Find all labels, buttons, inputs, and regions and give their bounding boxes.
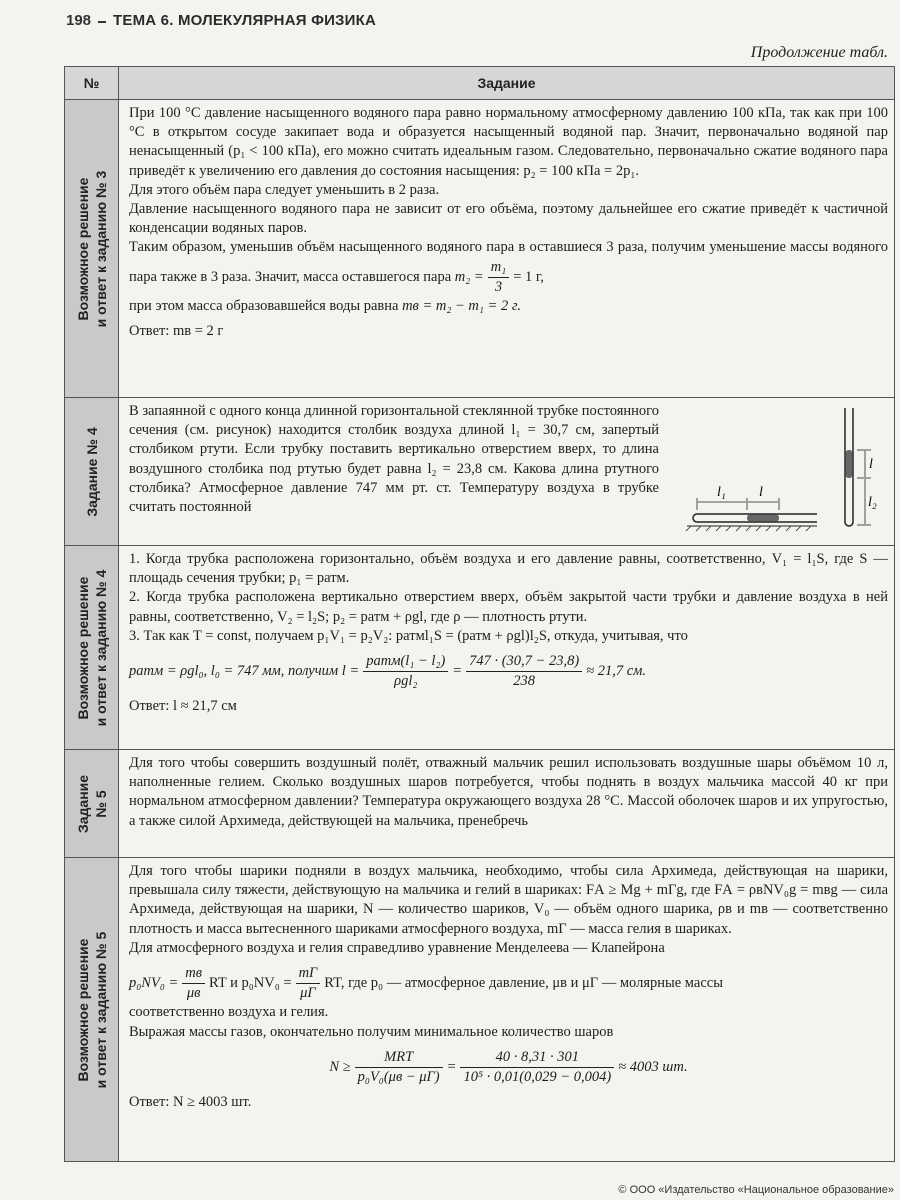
row-label-solution-5: Возможное решение и ответ к заданию № 5 bbox=[65, 858, 119, 1162]
header-divider bbox=[98, 21, 106, 23]
solution-5-paragraph-2: Для атмосферного воздуха и гелия справедливо уравнение Менделеева — Клапейрона bbox=[129, 939, 665, 956]
solution-5-final-formula: N ≥ $\frac{\text{MRT}}{\text{p₀V₀(μв − μГ)}}$ = $\frac{40 \cdot 8,31 \cdot 301}{\text{10⁵ · 0,01(0,029 − 0,004)}}$ ≈ 4003 шт. bbox=[329, 1048, 688, 1086]
solution-5-paragraph-4: Выражая массы газов, окончательно получим минимальное количество шаров bbox=[129, 1023, 614, 1040]
section-title: ТЕМА 6. МОЛЕКУЛЯРНАЯ ФИЗИКА bbox=[113, 12, 377, 29]
solution-4-formula: pатм = ρgl₀, l₀ = 747 мм, получим l = $\frac{\text{pатм(l₁ − l₂)}}{\text{ρgl₂}}$ = $\frac{747 \cdot (30,7 - 23,8)}{238}$ ≈ 21,7 см. bbox=[129, 653, 647, 690]
solution-4-step-1: 1. Когда трубка расположена горизонтально, объём воздуха и его давление равны, соответственно, V₁ = l₁S, где S — площадь сечения трубки; p₁ = pатм. bbox=[129, 551, 888, 587]
svg-text:l₂: l₂ bbox=[868, 495, 877, 510]
column-header-task: Задание bbox=[119, 67, 895, 100]
table-row-solution-4 bbox=[65, 546, 895, 750]
table-row-solution-5 bbox=[65, 858, 895, 1162]
page-header bbox=[0, 0, 900, 44]
svg-text:l₁: l₁ bbox=[717, 485, 726, 500]
solution-5-clapeyron-formula: p₀NV₀ = $\frac{mв}{\mu в}$ RT и p₀NV₀ = $\frac{mГ}{\mu Г}$ RT, где p₀ — атмосферное давление, μв и μГ — молярные массы bbox=[129, 965, 723, 1002]
svg-text:l: l bbox=[869, 457, 873, 472]
svg-text:l: l bbox=[759, 485, 763, 500]
solution-4-step-2: 2. Когда трубка расположена вертикально отверстием вверх, объём закрытой части трубки и давление воздуха в ней равны, соответственно, V₂ = l₂S; p₂ = pатм + ρgl, где ρ — плотность ртути. bbox=[129, 589, 888, 625]
row-label-solution-4: Возможное решение и ответ к заданию № 4 bbox=[65, 546, 119, 750]
solution-3-paragraph-4: Таким образом, уменьшив объём насыщенного водяного пара в оставшиеся 3 раза, получим уменьшение массы водяного пара также в 3 раза. Значит, масса оставшегося пара m₂ = $\frac{\text{m₁}}{3}$ = 1 г, bbox=[129, 238, 888, 297]
solution-4-answer: Ответ: l ≈ 21,7 см bbox=[129, 698, 237, 715]
table-continuation-label: Продолжение табл. bbox=[750, 44, 888, 61]
row-label-task-4: Задание № 4 bbox=[65, 398, 119, 546]
horizontal-tube-figure bbox=[686, 485, 817, 531]
row-label-solution-3: Возможное решение и ответ к заданию № 3 bbox=[65, 100, 119, 398]
solution-5-paragraph-1: Для того чтобы шарики подняли в воздух мальчика, необходимо, чтобы сила Архимеда, действующая на шарики, превышала силу тяжести, действующую на мальчика и гелий в шариках: FА ≥ Mg + mГg, где FА = ρвNV₀g = mвg — сила Архимеда, действующая на шарики, N — количество шариков, V₀ — объём одного шарика, ρв и mв — соответственно плотность и масса вытесненного шариками атмосферного воздуха, mГ — масса гелия в шариках. bbox=[129, 863, 888, 937]
solution-3-paragraph-3: Давление насыщенного водяного пара не зависит от его объёма, поэтому дальнейшее его сжатие приведёт к частичной конденсации водяных паров. bbox=[129, 201, 888, 237]
fraction-m1-over-3: $\frac{\text{m₁}}{3}$ bbox=[488, 258, 510, 297]
solution-3-content bbox=[119, 100, 895, 398]
table-row-task-4 bbox=[65, 398, 895, 546]
solution-3-paragraph-2: Для этого объём пара следует уменьшить в 2 раза. bbox=[129, 181, 440, 198]
solution-3-answer: Ответ: mв = 2 г bbox=[129, 323, 224, 340]
tasks-table bbox=[64, 66, 895, 1162]
task-5-text: Для того чтобы совершить воздушный полёт, отважный мальчик решил использовать воздушные шары объёмом 10 л, наполненные гелием. Сколько воздушных шаров потребуется, чтобы поднять в воздух мальчика массой 40 кг при нормальном атмосферном давлении? Температура окружающего воздуха 28 °C. Массой оболочек шаров и их упругостью, а также силой Архимеда, действующей на мальчика, пренебречь bbox=[129, 755, 888, 829]
tube-diagram bbox=[667, 402, 887, 538]
solution-5-content bbox=[119, 858, 895, 1162]
solution-4-content bbox=[119, 546, 895, 750]
solution-3-paragraph-1: При 100 °C давление насыщенного водяного пара равно нормальному атмосферному давлению 100 кПа, так как при 100 °C в открытом сосуде закипает вода и образуется насыщенный водяной пар. Значит, первоначально водяной пар ненасыщенный (p₁ < 100 кПа), его можно считать идеальным газом. Следовательно, первоначально сжатие водяного пара приведёт к увеличению его давления до состояния насыщения: p₂ = 100 кПа = 2p₁. bbox=[129, 105, 888, 179]
task-4-content bbox=[119, 398, 895, 546]
column-header-number: № bbox=[65, 67, 119, 100]
row-label-task-5: Задание № 5 bbox=[65, 750, 119, 858]
table-row-task-5 bbox=[65, 750, 895, 858]
solution-3-paragraph-5: при этом масса образовавшейся воды равна mв = m₂ − m₁ = 2 г. bbox=[129, 298, 521, 315]
page-number: 198 bbox=[66, 12, 92, 29]
table-row-solution-3 bbox=[65, 100, 895, 398]
solution-5-paragraph-3: соответственно воздуха и гелия. bbox=[129, 1004, 329, 1021]
task-4-text: В запаянной с одного конца длинной горизонтальной стеклянной трубке постоянного сечения (см. рисунок) находится столбик воздуха длиной l₁ = 30,7 см, запертый столбиком ртути. Если трубку поставить вертикально отверстием вверх, то длина воздушного столбика под ртутью будет равна l₂ = 23,8 см. Какова длина ртутного столбика? Атмосферное давление 747 мм рт. ст. Температуру воздуха в трубке считать постоянной bbox=[129, 403, 659, 516]
solution-5-answer: Ответ: N ≥ 4003 шт. bbox=[129, 1094, 252, 1111]
vertical-tube-figure bbox=[845, 408, 877, 526]
task-5-content bbox=[119, 750, 895, 858]
solution-4-step-3: 3. Так как T = const, получаем p₁V₁ = p₂V₂: pатмl₁S = (pатм + ρgl)l₂S, откуда, учитывая, что bbox=[129, 627, 688, 644]
publisher-footer: © ООО «Издательство «Национальное образование» bbox=[618, 1184, 894, 1196]
table-header-row bbox=[65, 67, 895, 100]
